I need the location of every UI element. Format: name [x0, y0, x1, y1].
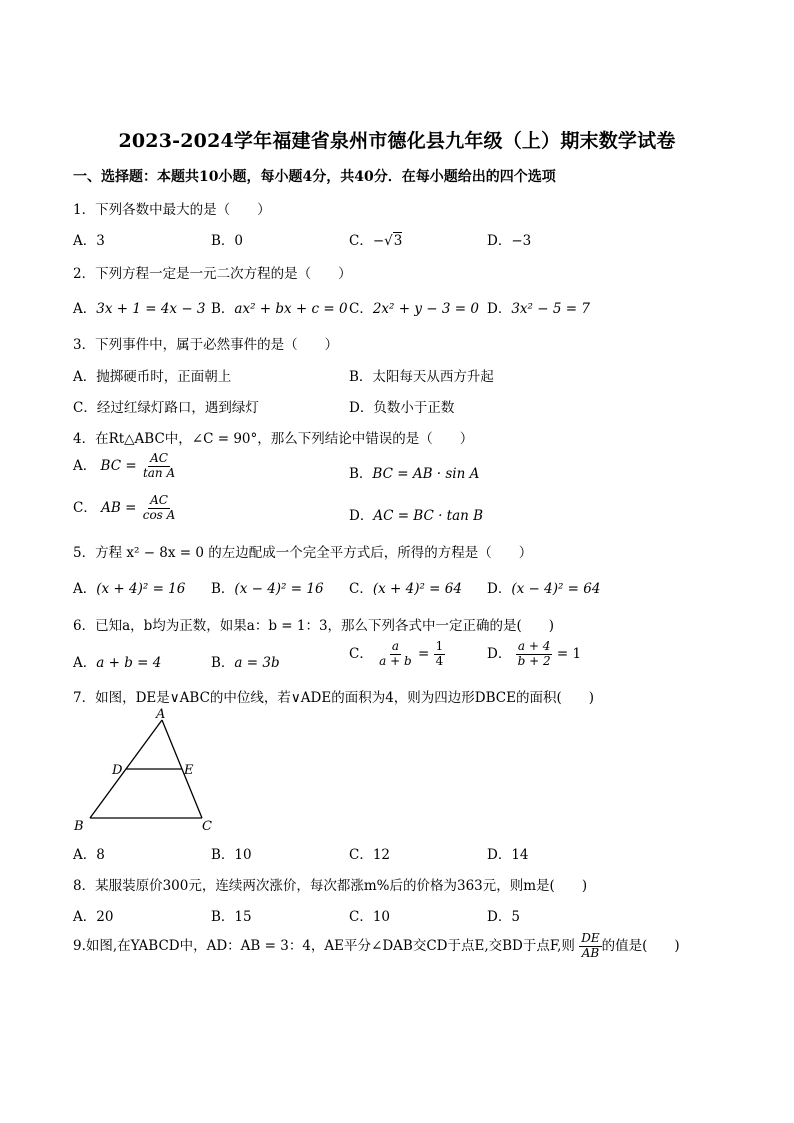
vertex-label-c: C	[202, 819, 212, 834]
q4-option-c-lhs: AB =	[101, 499, 137, 516]
q5-option-c	[349, 577, 462, 597]
q6-option-c-left-fraction	[377, 640, 414, 669]
q4-option-c-fraction	[141, 494, 178, 523]
q6-option-c-left-numerator: a	[391, 639, 399, 653]
q8-option-d: D．5	[487, 909, 520, 925]
q1-option-c	[349, 229, 402, 249]
q3-option-d: D．负数小于正数	[349, 400, 455, 416]
q2-option-b	[211, 297, 348, 317]
q2-option-b-expr: ax² + bx + c = 0	[234, 301, 348, 317]
q5-option-b-expr: (x − 4)² = 16	[234, 581, 324, 597]
q5-option-b-label: B．	[211, 581, 235, 597]
q4-option-a-fraction	[141, 452, 177, 481]
q6-option-d-rhs: = 1	[556, 645, 582, 662]
q3-option-a: A．抛掷硬币时，正面朝上	[73, 369, 232, 385]
q5-option-d-label: D．	[487, 581, 512, 597]
q1-option-b: B．0	[211, 233, 244, 249]
q6-option-b-label: B．	[211, 655, 235, 671]
q2-option-b-label: B．	[211, 301, 235, 317]
question-5-stem: 5．方程 x² − 8x = 0 的左边配成一个完全平方式后，所得的方程是（ ）	[73, 545, 533, 561]
vertex-label-a: A	[156, 707, 166, 722]
q2-option-d-label: D．	[487, 301, 512, 317]
page-title: 2023-2024学年福建省泉州市德化县九年级（上）期末数学试卷	[118, 130, 676, 152]
q1-option-d: D．−3	[487, 233, 532, 249]
q8-option-c: C．10	[349, 909, 391, 925]
q4-option-b-expr: BC = AB · sin A	[372, 466, 480, 482]
q5-option-c-expr: (x + 4)² = 64	[372, 581, 462, 597]
q1-option-c-prefix: C．−	[349, 233, 385, 249]
q5-option-b	[211, 577, 324, 597]
q3-option-b: B．太阳每天从西方升起	[349, 369, 494, 385]
question-2-stem: 2．下列方程一定是一元二次方程的是（ ）	[73, 266, 352, 282]
q6-option-a	[73, 651, 161, 671]
q9-fraction	[579, 932, 601, 961]
q6-option-c-left-denominator: a + b	[379, 653, 412, 668]
q2-option-a-label: A．	[73, 301, 97, 317]
q4-option-b-label: B．	[349, 466, 373, 482]
triangle-figure	[70, 706, 230, 834]
q6-option-d-denominator: b + 2	[517, 653, 551, 668]
q5-option-d-expr: (x − 4)² = 64	[511, 581, 601, 597]
q1-option-a: A．3	[73, 233, 105, 249]
q2-option-d	[487, 297, 590, 317]
q4-option-d	[349, 504, 483, 524]
q2-option-c-expr: 2x² + y − 3 = 0	[372, 301, 479, 317]
q6-option-c-label: C．	[349, 645, 373, 662]
q4-option-c-denominator: cos A	[142, 507, 176, 522]
question-3-stem: 3．下列事件中，属于必然事件的是（ ）	[73, 337, 339, 353]
q6-option-c-right-fraction	[434, 640, 446, 669]
q6-option-d-numerator: a + 4	[517, 639, 551, 653]
q9-fraction-denominator: AB	[581, 945, 600, 960]
q4-option-a-lhs: BC =	[100, 457, 137, 474]
q2-option-c-label: C．	[349, 301, 373, 317]
q6-option-c-right-numerator: 1	[435, 639, 444, 653]
q4-option-c-label: C．	[73, 499, 97, 516]
q2-option-a	[73, 297, 206, 317]
q6-option-d	[487, 640, 581, 669]
question-8-stem: 8．某服装原价300元，连续两次涨价，每次都涨m%后的价格为363元，则m是( )	[73, 878, 588, 894]
q9-stem-tail: 的值是( )	[601, 937, 680, 954]
vertex-label-e: E	[184, 763, 194, 778]
q4-option-b	[349, 462, 479, 482]
q6-option-a-expr: a + b = 4	[96, 655, 162, 671]
q6-option-a-label: A．	[73, 655, 97, 671]
q4-option-a-denominator: tan A	[142, 465, 176, 480]
q8-option-a: A．20	[73, 909, 114, 925]
question-4-stem: 4．在Rt△ABC中，∠C = 90°，那么下列结论中错误的是（ ）	[73, 431, 474, 447]
q7-option-c: C．12	[349, 847, 391, 863]
q4-option-d-expr: AC = BC · tan B	[373, 508, 484, 524]
q4-option-c-numerator: AC	[150, 493, 168, 507]
q6-option-d-label: D．	[487, 645, 512, 662]
q5-option-a-expr: (x + 4)² = 16	[96, 581, 186, 597]
q6-option-b	[211, 651, 280, 671]
q6-option-b-expr: a = 3b	[234, 655, 280, 671]
q4-option-a-label: A．	[73, 457, 97, 474]
q1-option-c-radicand: 3	[393, 233, 403, 249]
q8-option-b: B．15	[211, 909, 252, 925]
q9-stem-text: 9.如图,在YABCD中，AD：AB = 3：4，AE平分∠DAB交CD于点E,交BD于点F,则	[73, 937, 575, 954]
section-heading: 一、选择题：本题共10小题，每小题4分，共40分．在每小题给出的四个选项	[73, 169, 556, 185]
sqrt-symbol: √	[384, 233, 393, 249]
q6-option-c-equals: =	[417, 645, 430, 662]
q5-option-a-label: A．	[73, 581, 97, 597]
q7-option-d: D．14	[487, 847, 529, 863]
q5-option-d	[487, 577, 600, 597]
q4-option-d-label: D．	[349, 508, 374, 524]
q2-option-c	[349, 297, 479, 317]
question-1-stem: 1．下列各数中最大的是（ ）	[73, 202, 271, 218]
q3-option-c: C．经过红绿灯路口，遇到绿灯	[73, 400, 259, 416]
q4-option-c	[73, 494, 177, 523]
q2-option-a-expr: 3x + 1 = 4x − 3	[96, 301, 206, 317]
q6-option-d-fraction	[516, 640, 553, 669]
q6-option-c-right-denominator: 4	[435, 653, 444, 668]
vertex-label-b: B	[74, 819, 84, 834]
q9-fraction-numerator: DE	[581, 931, 600, 945]
q7-option-a: A．8	[73, 847, 105, 863]
q6-option-c	[349, 640, 445, 669]
q2-option-d-expr: 3x² − 5 = 7	[511, 301, 590, 317]
q4-option-a	[73, 452, 177, 481]
q5-option-a	[73, 577, 185, 597]
question-6-stem: 6．已知a，b均为正数，如果a：b = 1：3，那么下列各式中一定正确的是( )	[73, 618, 555, 634]
question-7-stem: 7．如图，DE是∨ABC的中位线，若∨ADE的面积为4，则为四边形DBCE的面积( )	[73, 690, 595, 706]
q5-option-c-label: C．	[349, 581, 373, 597]
q4-option-a-numerator: AC	[150, 451, 168, 465]
vertex-label-d: D	[112, 763, 123, 778]
q7-option-b: B．10	[211, 847, 252, 863]
question-9-stem	[73, 932, 680, 961]
